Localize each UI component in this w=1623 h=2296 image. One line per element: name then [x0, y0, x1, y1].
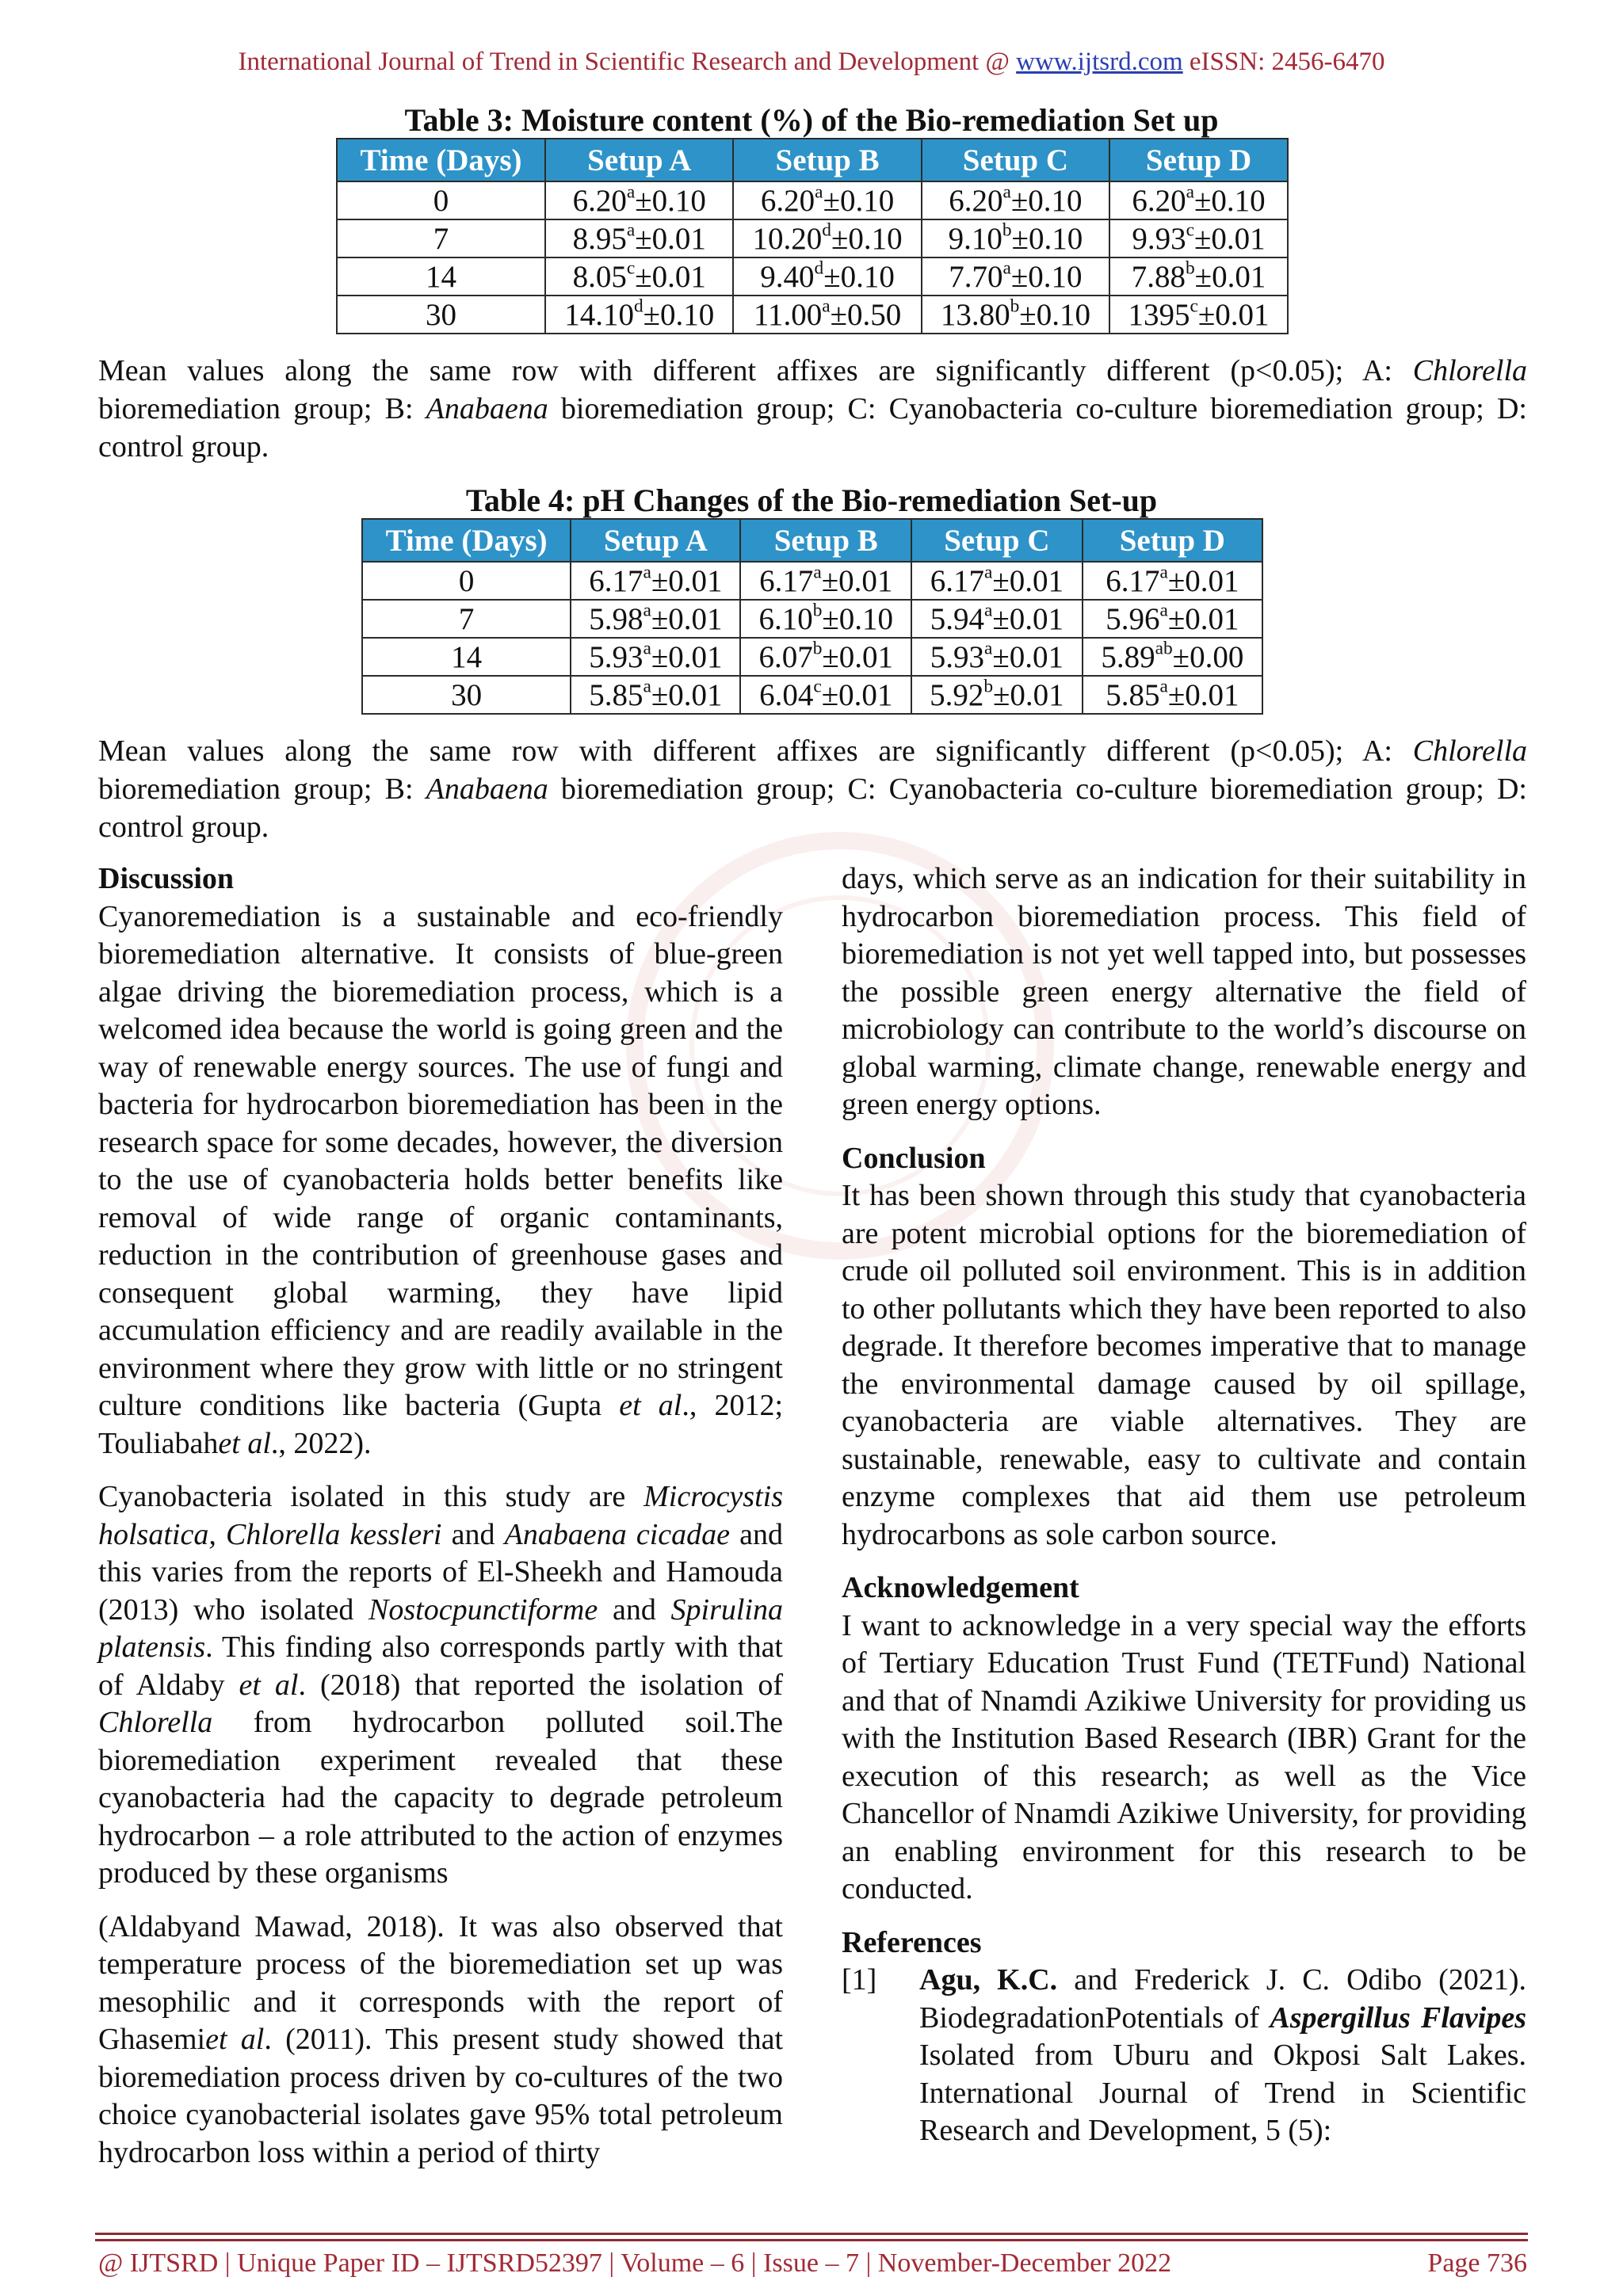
ph-table-value-cell: 6.07$^b$±0.01: [740, 638, 911, 676]
moisture-table-value-cell: 11.00$^a$±0.50: [733, 296, 921, 334]
ph-table-time-cell: 14: [362, 638, 571, 676]
ph-table-column-header: Setup D: [1083, 519, 1262, 562]
moisture-table-value-cell: 8.95$^a$±0.01: [545, 219, 733, 257]
ph-table-column-header: Setup A: [571, 519, 740, 562]
moisture-table-time-cell: 14: [337, 257, 545, 296]
moisture-table-value-cell: 6.20$^a$±0.10: [922, 181, 1109, 219]
moisture-table-value-cell: 7.88$^b$±0.01: [1109, 257, 1288, 296]
moisture-table-value-cell: 6.20$^a$±0.10: [545, 181, 733, 219]
moisture-table-value-cell: 9.40$^d$±0.10: [733, 257, 921, 296]
moisture-table-value-cell: $1395^c\pm 0.01$: [1109, 296, 1288, 334]
moisture-table-value-cell: 10.20$^d$±0.10: [733, 219, 921, 257]
ph-table-row: [362, 638, 1262, 676]
moisture-table-value-cell: 6.20$^a$±0.10: [733, 181, 921, 219]
discussion-paragraph-1: Cyanoremediation is a sustainable and eco-friendly bioremediation alternative. It consists of blue-green algae driving the bioremediation process, which is a welcomed idea because the world is going green and the way of renewable energy sources. The use of fungi and bacteria for hydrocarbon bioremediation has been in the research space for some decades, however, the diversion to the use of cyanobacteria holds better benefits like removal of wide range of organic contaminants, reduction in the contribution of greenhouse gases and consequent global warming, they have lipid accumulation efficiency and are readily available in the environment where they grow with little or no stringent culture conditions like bacteria (Gupta et al., 2012; Touliabahet al., 2022).: [98, 899, 783, 1460]
moisture-table-time-cell: 0: [337, 181, 545, 219]
moisture-table-column-header: Setup B: [733, 139, 921, 181]
moisture-table-row: [337, 219, 1288, 257]
ph-table-value-cell: 6.10$^b$±0.10: [740, 600, 911, 638]
moisture-table-row: [337, 296, 1288, 334]
moisture-table: [336, 138, 1289, 334]
ph-table-value-cell: 5.94$^a$±0.01: [911, 600, 1083, 638]
moisture-table-value-cell: 7.70$^a$±0.10: [922, 257, 1109, 296]
footer-rule-top: [95, 2233, 1528, 2235]
reference-text: Agu, K.C. and Frederick J. C. Odibo (2021). BiodegradationPotentials of Aspergillus Flavipes Isolated from Uburu and Okposi Salt Lakes. International Journal of Trend in Scientific Research and Development, 5 (5):: [919, 1963, 1526, 2147]
moisture-table-value-cell: 8.05$^c$±0.01: [545, 257, 733, 296]
moisture-table-time-cell: 7: [337, 219, 545, 257]
ph-table-value-cell: 5.89$^{ab}$±0.00: [1083, 638, 1262, 676]
ph-table: [361, 518, 1263, 715]
moisture-table-value-cell: 9.93$^c$±0.01: [1109, 219, 1288, 257]
moisture-table-header-row: [337, 139, 1288, 181]
ph-table-value-cell: 6.17$^a$±0.01: [911, 562, 1083, 600]
ph-table-value-cell: 6.04$^c$±0.01: [740, 676, 911, 714]
footer-page-number: Page 736: [1427, 2248, 1527, 2278]
moisture-table-value-cell: 6.20$^a$±0.10: [1109, 181, 1288, 219]
journal-issn: eISSN: 2456-6470: [1189, 48, 1385, 76]
left-column: [98, 860, 783, 2172]
ph-table-value-cell: 5.98$^a$±0.01: [571, 600, 740, 638]
conclusion-heading: Conclusion: [842, 1141, 986, 1175]
moisture-table-row: [337, 181, 1288, 219]
ph-table-row: [362, 676, 1262, 714]
ph-table-column-header: Time (Days): [362, 519, 571, 562]
table4-caption: Table 4: pH Changes of the Bio-remediation Set-up: [465, 482, 1158, 518]
discussion-paragraph-2: Cyanobacteria isolated in this study are Microcystis holsatica, Chlorella kessleri and Anabaena cicadae and this varies from the reports of El-Sheekh and Hamouda (2013) who isolated Nostocpunctiforme and Spirulina platensis. This finding also corresponds partly with that of Aldaby et al. (2018) that reported the isolation of Chlorella from hydrocarbon polluted soil.The bioremediation experiment revealed that these cyanobacteria had the capacity to degrade petroleum hydrocarbon – a role attributed to the action of enzymes produced by these organisms: [98, 1480, 783, 1890]
ph-table-value-cell: 5.93$^a$±0.01: [911, 638, 1083, 676]
journal-name: International Journal of Trend in Scientific Research and Development @: [238, 48, 1010, 76]
ph-table-value-cell: 6.17$^a$±0.01: [740, 562, 911, 600]
moisture-table-value-cell: 13.80$^b$±0.10: [922, 296, 1109, 334]
moisture-table-time-cell: 30: [337, 296, 545, 334]
ph-table-value-cell: 5.85$^a$±0.01: [1083, 676, 1262, 714]
ph-table-value-cell: 5.93$^a$±0.01: [571, 638, 740, 676]
moisture-table-value-cell: 14.10$^d$±0.10: [545, 296, 733, 334]
discussion-heading: Discussion: [98, 862, 235, 895]
conclusion-paragraph: It has been shown through this study that cyanobacteria are potent microbial options for the bioremediation of crude oil polluted soil environment. This is in addition to other pollutants which they have been reported to also degrade. It therefore becomes imperative that to manage the environmental damage caused by oil spillage, cyanobacteria are viable alternatives. They are sustainable, renewable, easy to cultivate and contain enzyme complexes that aid them use petroleum hydrocarbons as sole carbon source.: [842, 1179, 1526, 1551]
discussion-paragraph-3: (Aldabyand Mawad, 2018). It was also observed that temperature process of the bioremediation set up was mesophilic and it corresponds with the report of Ghasemiet al. (2011). This present study showed that bioremediation process driven by co-cultures of the two choice cyanobacterial isolates gave 95% total petroleum hydrocarbon loss within a period of thirty: [98, 1909, 783, 2169]
ph-table-value-cell: 5.96$^a$±0.01: [1083, 600, 1262, 638]
ph-table-value-cell: 5.85$^a$±0.01: [571, 676, 740, 714]
ph-table-time-cell: 7: [362, 600, 571, 638]
ph-table-column-header: Setup B: [740, 519, 911, 562]
journal-url-link[interactable]: www.ijtsrd.com: [1016, 48, 1183, 76]
ph-table-row: [362, 600, 1262, 638]
ph-table-time-cell: 0: [362, 562, 571, 600]
table3-footnote: Mean values along the same row with different affixes are significantly different (p<0.05); A: Chlorella bioremediation group; B: Anabaena bioremediation group; C: Cyanobacteria co-culture bioremediation group; D: control group.: [98, 354, 1527, 463]
ph-table-header-row: [362, 519, 1262, 562]
ph-table-row: [362, 562, 1262, 600]
ph-table-value-cell: 6.17$^a$±0.01: [1083, 562, 1262, 600]
reference-item: [842, 1962, 1526, 2150]
ph-table-value-cell: 5.92$^b$±0.01: [911, 676, 1083, 714]
ph-table-column-header: Setup C: [911, 519, 1083, 562]
ph-table-time-cell: 30: [362, 676, 571, 714]
discussion-paragraph-4: days, which serve as an indication for their suitability in hydrocarbon bioremediation process. This field of bioremediation is not yet well tapped into, but possesses the possible green energy alternative the field of microbiology can contribute to the world’s discourse on global warming, climate change, renewable energy and green energy options.: [842, 862, 1526, 1121]
moisture-table-column-header: Time (Days): [337, 139, 545, 181]
table3-caption: Table 3: Moisture content (%) of the Bio-remediation Set up: [404, 102, 1219, 138]
footer-paper-info: @ IJTSRD | Unique Paper ID – IJTSRD52397 | Volume – 6 | Issue – 7 | November-December 2022: [98, 2248, 1172, 2278]
moisture-table-value-cell: 9.10$^b$±0.10: [922, 219, 1109, 257]
moisture-table-column-header: Setup D: [1109, 139, 1288, 181]
footer-rule-bottom: [95, 2239, 1528, 2241]
moisture-table-column-header: Setup A: [545, 139, 733, 181]
running-header: [0, 48, 1623, 77]
moisture-table-column-header: Setup C: [922, 139, 1109, 181]
reference-number: [1]: [842, 1963, 877, 1997]
acknowledgement-heading: Acknowledgement: [842, 1571, 1079, 1604]
right-column: [842, 860, 1526, 2150]
ph-table-value-cell: 6.17$^a$±0.01: [571, 562, 740, 600]
moisture-table-row: [337, 257, 1288, 296]
acknowledgement-paragraph: I want to acknowledge in a very special way the efforts of Tertiary Education Trust Fund (TETFund) National and that of Nnamdi Azikiwe University for providing us with the Institution Based Research (IBR) Grant for the execution of this research; as well as the Vice Chancellor of Nnamdi Azikiwe University, for providing an enabling environment for this research to be conducted.: [842, 1608, 1526, 1905]
table4-footnote: Mean values along the same row with different affixes are significantly different (p<0.05); A: Chlorella bioremediation group; B: Anabaena bioremediation group; C: Cyanobacteria co-culture bioremediation group; D: control group.: [98, 734, 1527, 844]
running-footer: [98, 2248, 1527, 2279]
references-heading: References: [842, 1925, 982, 1959]
